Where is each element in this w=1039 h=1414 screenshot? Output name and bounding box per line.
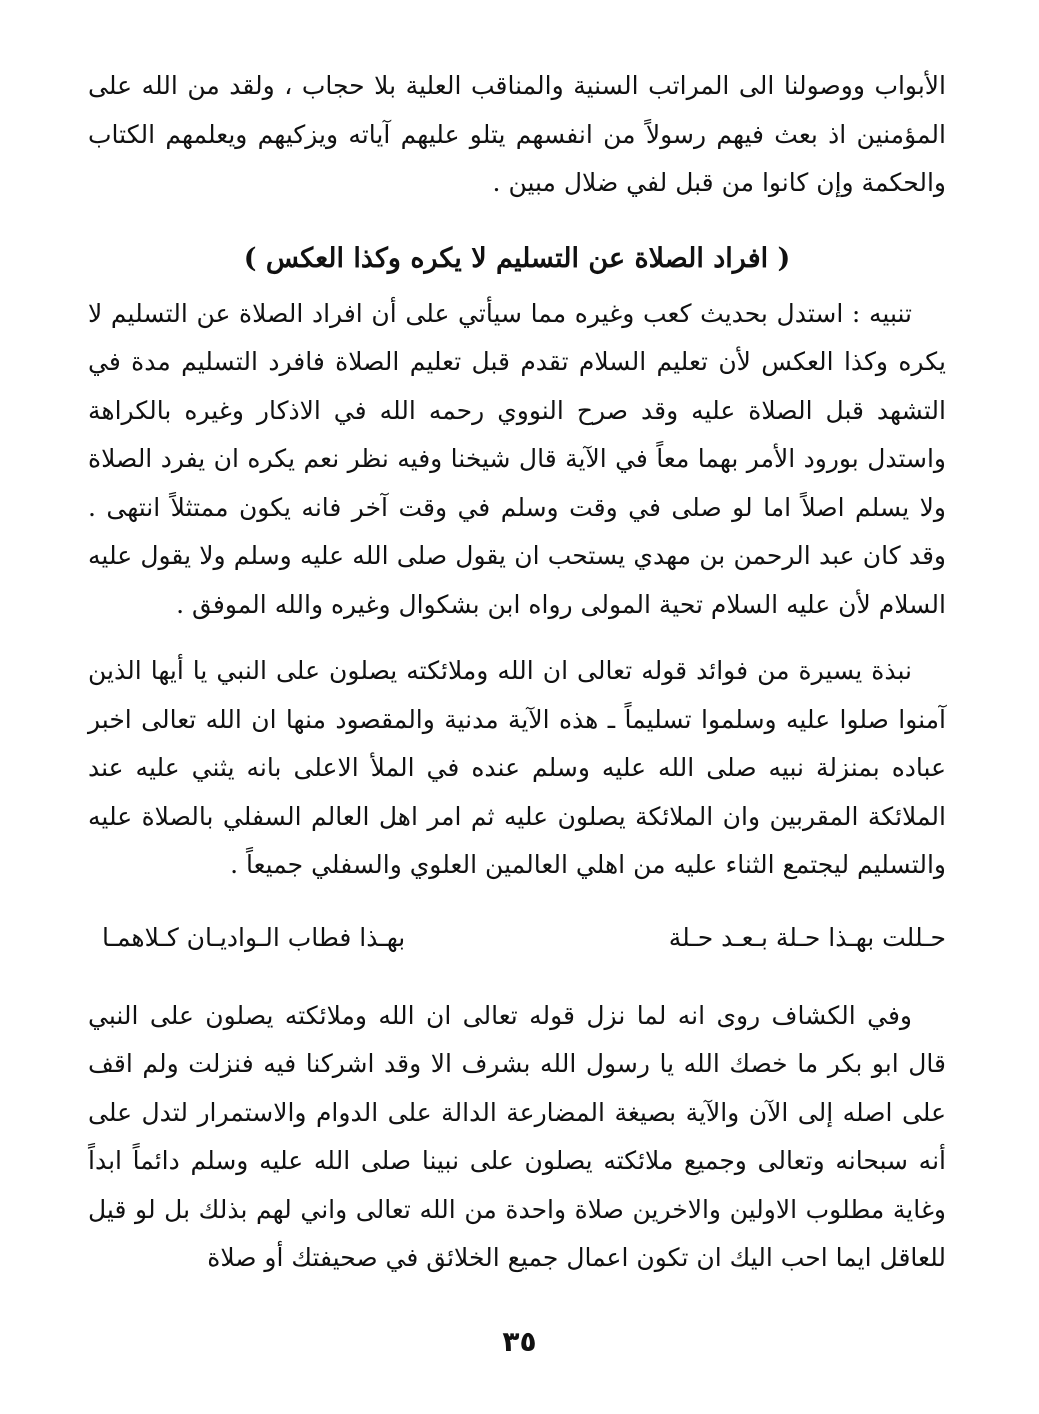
spacer: [88, 208, 946, 234]
paragraph-nubdha: نبذة يسيرة من فوائد قوله تعالى ان الله وملائكته يصلون على النبي يا أيها الذين آمنوا صلوا عليه وسلموا تسليماً ـ هذه الآية مدنية والمقصود منها ان الله تعالى اخبر عباده بمنزلة نبيه صلى الله عليه وسلم عنده في الملأ الاعلى بانه يثني عليه عند الملائكة المقربين وان الملائكة يصلون عليه ثم امر اهل العالم السفلي بالصلاة عليه والتسليم ليجتمع الثناء عليه من اهلي العالمين العلوي والسفلي جميعاً .: [88, 656, 947, 879]
page-number: ٣٥: [502, 1325, 537, 1358]
spacer: [88, 890, 946, 914]
verse-second-hemistich: بهـذا فطاب الـواديـان كـلاهمـا: [102, 922, 406, 952]
spacer: [88, 962, 946, 992]
paragraph-kashshaf: وفي الكشاف روى انه لما نزل قوله تعالى ان الله وملائكته يصلون على النبي قال ابو بكر ما خصك الله يا رسول الله بشرف الا وقد اشركنا فيه فنزلت ولم اقف على اصله إلى الآن والآية بصيغة المضارعة الدالة على الدوام والاستمرار لتدل على أنه سبحانه وتعالى وجميع ملائكته يصلون على نبينا صلى الله عليه وسلم دائماً ابداً وغاية مطلوب الاولين والاخرين صلاة واحدة من الله تعالى واني لهم بذلك بل لو قيل للعاقل ايما احب اليك ان تكون اعمال جميع الخلائق في صحيفتك أو صلاة: [88, 1000, 946, 1272]
intro-paragraph: الأبواب ووصولنا الى المراتب السنية والمناقب العلية بلا حجاب ، ولقد من الله على المؤمنين اذ بعث فيهم رسولاً من انفسهم يتلو عليهم آياته ويزكيهم ويعلمهم الكتاب والحكمة وإن كانوا من قبل لفي ضلال مبين .: [88, 71, 946, 197]
section-heading: ( افراد الصلاة عن التسليم لا يكره وكذا العكس ): [243, 242, 791, 274]
paragraph-tanbih: تنبيه : استدل بحديث كعب وغيره مما سيأتي على أن افراد الصلاة عن التسليم لا يكره وكذا العكس لأن تعليم السلام تقدم قبل تعليم الصلاة فافرد التسليم مدة في التشهد قبل الصلاة عليه وقد صرح النووي رحمه الله في الاذكار وغيره بالكراهة واستدل بورود الأمر بهما معاً في الآية قال شيخنا وفيه نظر نعم يكره ان يفرد الصلاة ولا يسلم اصلاً اما لو صلى في وقت وسلم في وقت آخر فانه يكون ممتثلاً انتهى . وقد كان عبد الرحمن بن مهدي يستحب ان يقول صلى الله عليه وسلم ولا يقول عليه السلام لأن عليه السلام تحية المولى رواه ابن بشكوال وغيره والله الموفق .: [88, 298, 946, 619]
verse-first-hemistich: حـللت بهـذا حـلة بـعـد حـلة: [668, 922, 946, 952]
book-page: [88, 62, 946, 1362]
poetry-verse: [88, 914, 946, 962]
spacer: [88, 629, 946, 647]
